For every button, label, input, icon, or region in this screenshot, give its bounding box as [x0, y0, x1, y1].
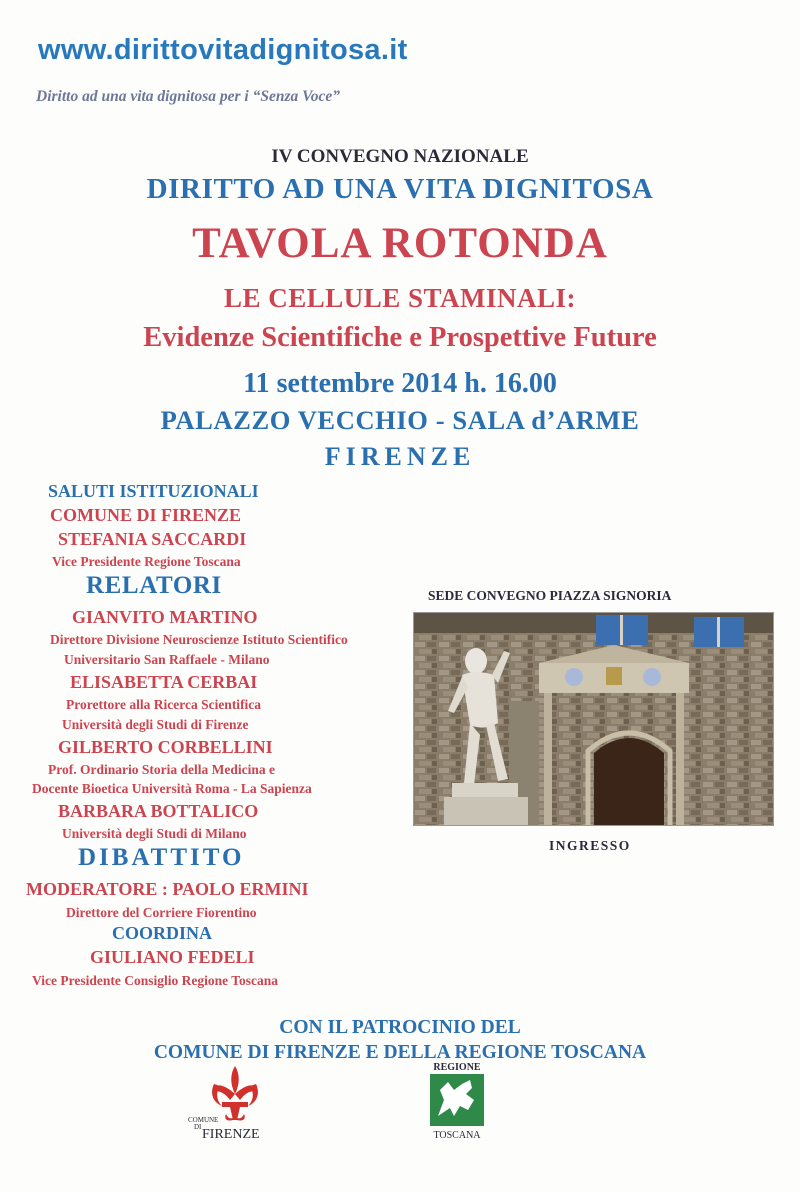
topic-line-2: Evidenze Scientifiche e Prospettive Future [143, 322, 657, 353]
event-date: 11 settembre 2014 h. 16.00 [243, 368, 557, 399]
patronage-line-1: CON IL PATROCINIO DEL [279, 1017, 521, 1038]
convention-title: DIRITTO AD UNA VITA DIGNITOSA [146, 173, 654, 205]
comune-firenze-logo [180, 1062, 290, 1142]
coordinator: GIULIANO FEDELI [90, 947, 255, 967]
speaker-name: GIANVITO MARTINO [72, 607, 258, 627]
event-venue: PALAZZO VECCHIO - SALA d’ARME [160, 405, 640, 435]
speaker-role: Università degli Studi di Firenze [62, 717, 249, 732]
entrance-label: INGRESSO [549, 838, 631, 853]
speaker-role: Prof. Ordinario Storia della Medicina e [48, 762, 275, 777]
svg-text:COMUNE: COMUNE [188, 1116, 219, 1124]
convention-number: IV CONVEGNO NAZIONALE [271, 146, 529, 167]
greetings-person: STEFANIA SACCARDI [58, 529, 247, 549]
patronage-line-2: COMUNE DI FIRENZE E DELLA REGIONE TOSCANA [153, 1042, 647, 1063]
debate-heading: DIBATTITO [78, 844, 245, 871]
svg-text:DI: DI [194, 1123, 202, 1131]
photo-caption: SEDE CONVEGNO PIAZZA SIGNORIA [428, 588, 672, 603]
palazzo-vecchio-photo [413, 612, 774, 826]
speaker-name: GILBERTO CORBELLINI [58, 737, 273, 757]
greetings-role: Vice Presidente Regione Toscana [52, 554, 241, 569]
speaker-name: BARBARA BOTTALICO [58, 801, 259, 821]
coordination-heading: COORDINA [112, 923, 213, 943]
event-city: FIRENZE [324, 442, 476, 471]
speaker-role: Universitario San Raffaele - Milano [64, 652, 270, 667]
speaker-role: Prorettore alla Ricerca Scientifica [66, 697, 262, 712]
regione-toscana-logo [422, 1060, 492, 1142]
site-tagline: Diritto ad una vita dignitosa per i “Senza Voce” [36, 88, 341, 105]
speaker-role: Università degli Studi di Milano [62, 826, 247, 841]
moderator: MODERATORE : PAOLO ERMINI [26, 879, 309, 899]
round-table-title: TAVOLA ROTONDA [192, 220, 608, 267]
svg-text:REGIONE: REGIONE [433, 1062, 481, 1073]
speakers-heading: RELATORI [86, 572, 222, 599]
speaker-role: Docente Bioetica Università Roma - La Sapienza [32, 781, 312, 796]
speaker-name: ELISABETTA CERBAI [70, 672, 258, 692]
svg-text:FIRENZE: FIRENZE [202, 1127, 260, 1142]
coordinator-role: Vice Presidente Consiglio Regione Toscana [32, 973, 278, 988]
topic-line-1: LE CELLULE STAMINALI: [223, 283, 577, 313]
greetings-org: COMUNE DI FIRENZE [50, 505, 242, 525]
site-url: www.dirittovitadignitosa.it [38, 34, 408, 66]
svg-text:TOSCANA: TOSCANA [433, 1130, 481, 1141]
greetings-heading: SALUTI ISTITUZIONALI [48, 481, 259, 501]
speaker-role: Direttore Divisione Neuroscienze Istituto Scientifico [50, 632, 348, 647]
moderator-role: Direttore del Corriere Fiorentino [66, 905, 257, 920]
